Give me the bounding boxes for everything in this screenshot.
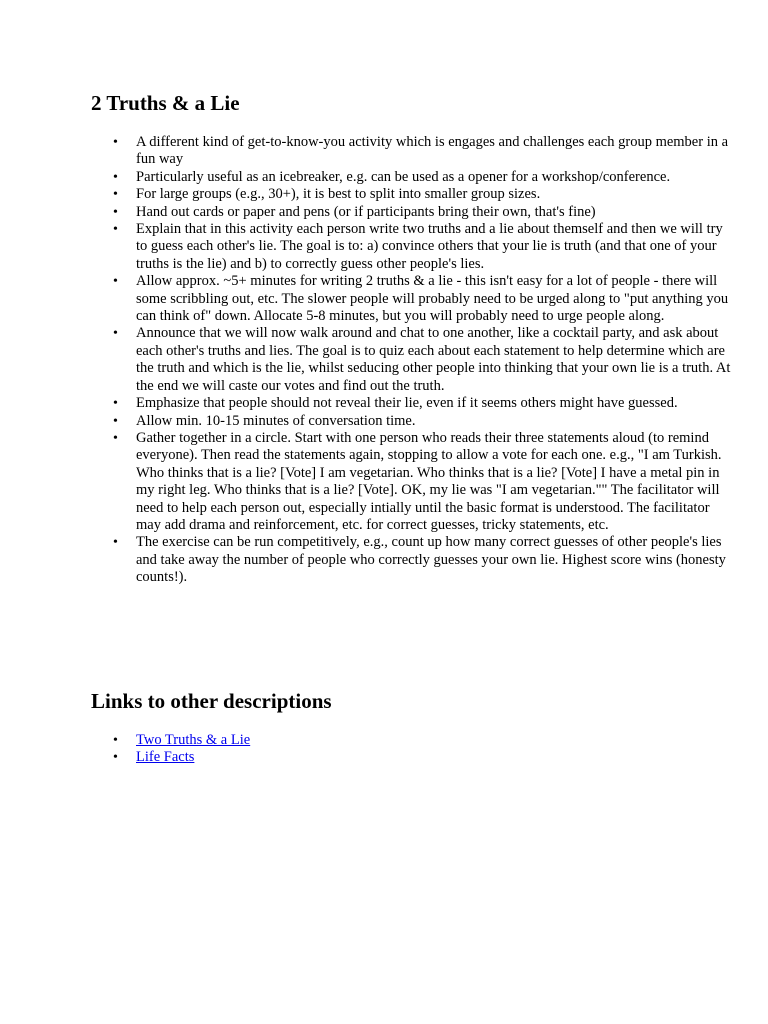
list-item: • Explain that in this activity each person write two truths and a lie about themself and then we will try to guess each other's lie. The goal is to: a) convince others that your lie is truth (and that one of your truths is the lie) and b) to correctly guess other people's lies. — [136, 221, 736, 273]
list-item: • Allow min. 10-15 minutes of conversation time. — [136, 413, 736, 430]
links-list — [91, 732, 736, 767]
list-item: • The exercise can be run competitively, e.g., count up how many correct guesses of other people's lies and take away the number of people who correctly guesses your own lie. Highest score wins (honesty counts!). — [136, 534, 736, 586]
section-title-links: Links to other descriptions — [91, 689, 332, 713]
list-item: • Allow approx. ~5+ minutes for writing 2 truths & a lie - this isn't easy for a lot of people - there will some scribbling out, etc. The slower people will probably need to be urged along to "put anything you can think of" down. Allocate 5-8 minutes, but you will probably need to urge people along. — [136, 273, 736, 325]
section-title-main: 2 Truths & a Lie — [91, 91, 240, 115]
instructions-list — [91, 134, 736, 587]
list-item: • Particularly useful as an icebreaker, e.g. can be used as a opener for a workshop/conference. — [136, 169, 736, 186]
list-item: • Gather together in a circle. Start with one person who reads their three statements aloud (to remind everyone). Then read the statements again, stopping to allow a vote for each one. e.g., "I am Turkish. Who thinks that is a lie? [Vote] I am vegetarian. Who thinks that is a lie? [Vote] I have a metal pin in my right leg. Who thinks that is a lie? [Vote]. OK, my lie was "I am vegetarian."" The facilitator will need to help each person out, especially intially until the basic format is understood. The facilitator may add drama and reinforcement, etc. for correct guesses, tricky statements, etc. — [136, 430, 736, 534]
link-life-facts[interactable]: Life Facts — [136, 749, 195, 766]
list-item — [136, 732, 736, 749]
link-two-truths-and-a-lie[interactable]: Two Truths & a Lie — [136, 732, 251, 748]
list-item — [136, 749, 736, 766]
list-item: • Hand out cards or paper and pens (or if participants bring their own, that's fine) — [136, 204, 736, 221]
list-item: • For large groups (e.g., 30+), it is best to split into smaller group sizes. — [136, 186, 736, 203]
list-item: • Emphasize that people should not reveal their lie, even if it seems others might have guessed. — [136, 395, 736, 412]
list-item: • Announce that we will now walk around and chat to one another, like a cocktail party, and ask about each other's truths and lies. The goal is to quiz each about each statement to help determine which are the truth and which is the lie, whilst seducing other people into thinking that your own lie is a truth. At the end we will caste our votes and find out the truth. — [136, 325, 736, 395]
list-item: • A different kind of get-to-know-you activity which is engages and challenges each group member in a fun way — [136, 134, 736, 169]
